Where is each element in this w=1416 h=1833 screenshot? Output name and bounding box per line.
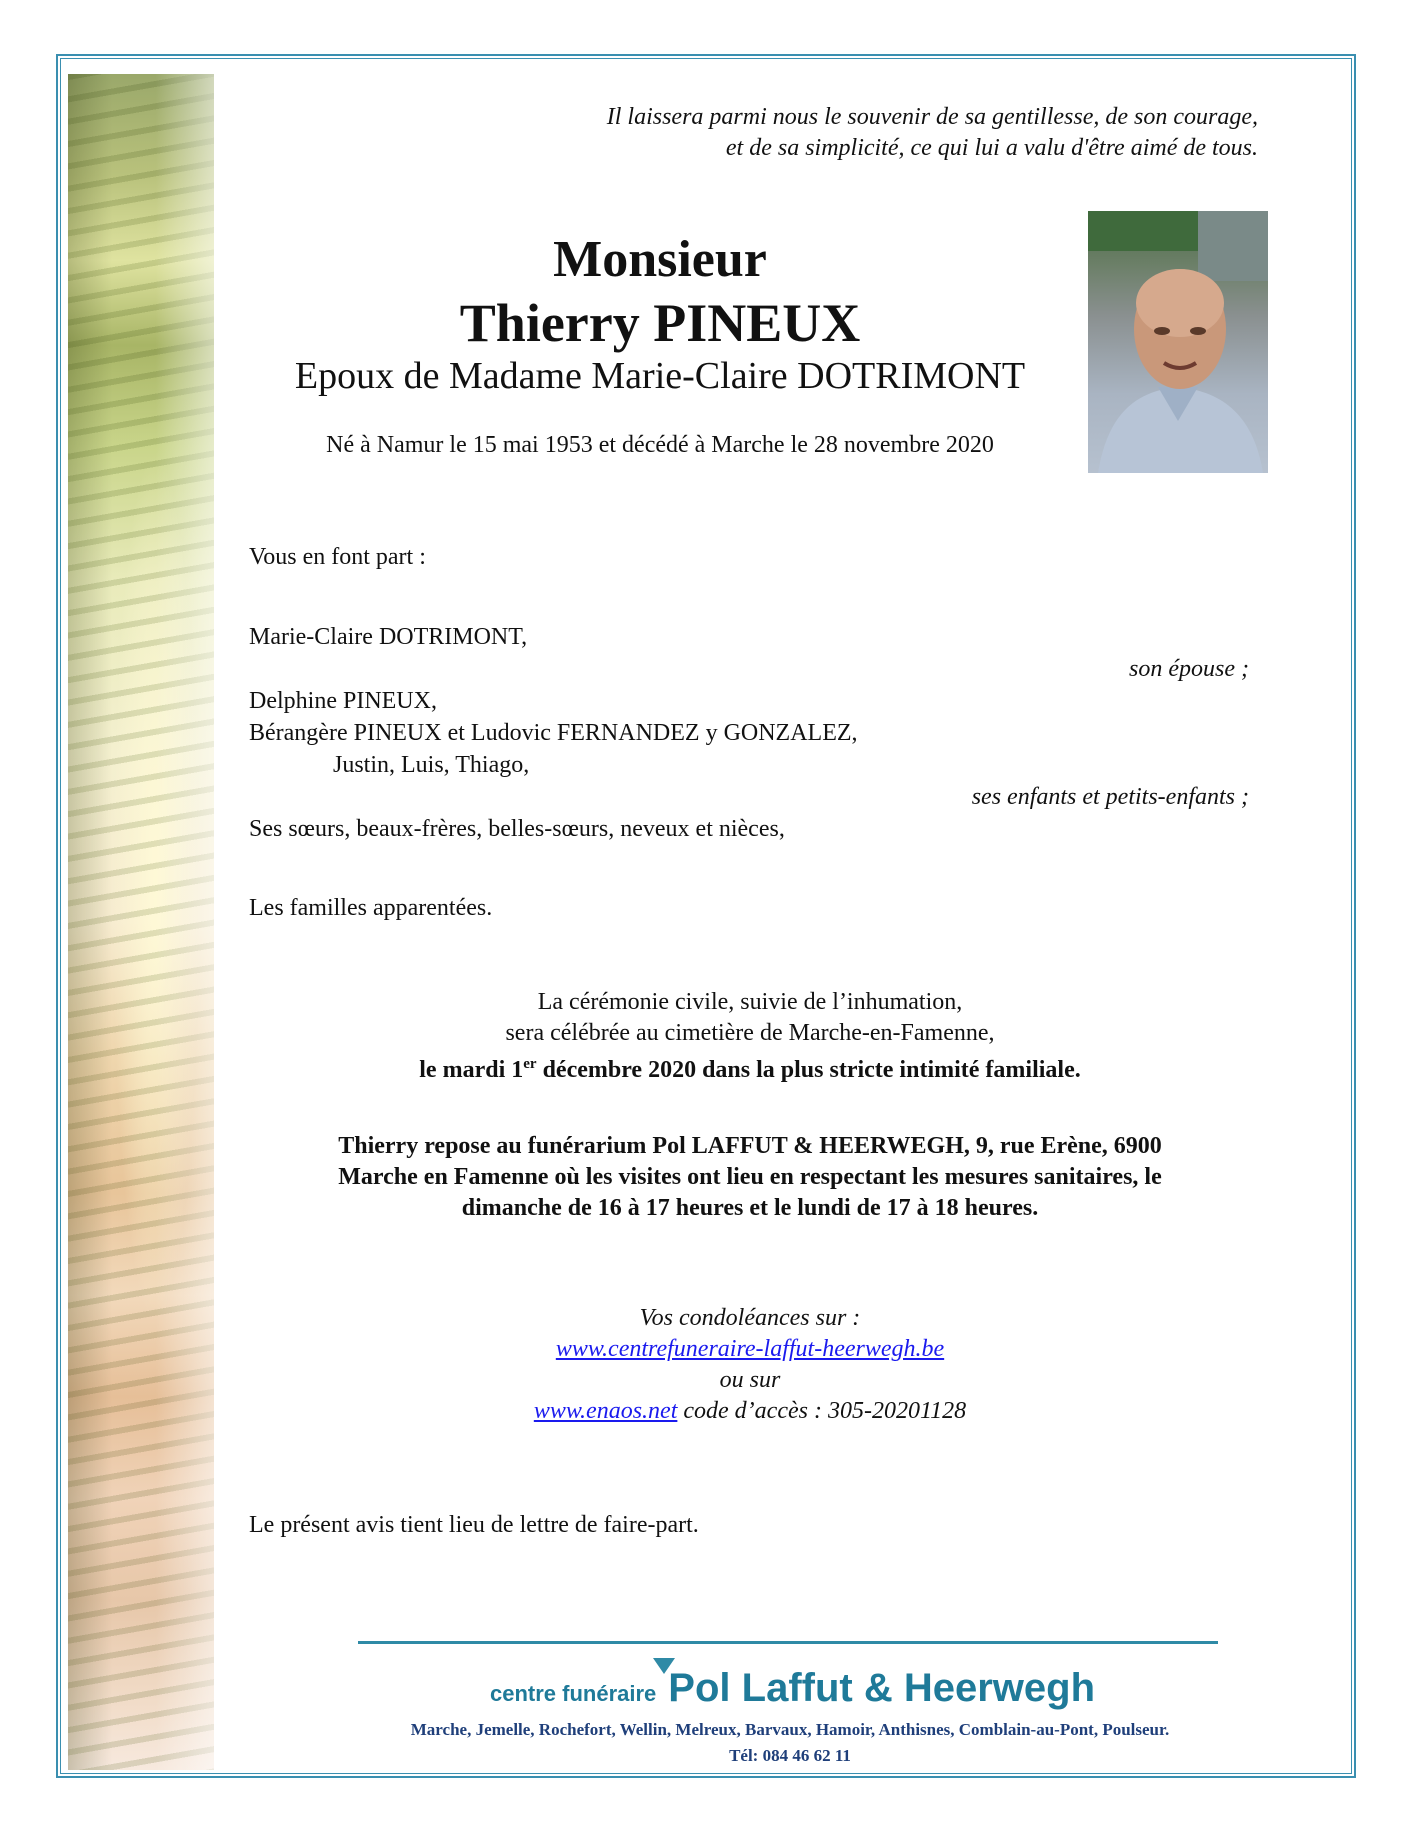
logo-towns: Marche, Jemelle, Rochefort, Wellin, Melreux, Barvaux, Hamoir, Anthisnes, Comblain-au-Pont, Poulseur. [410,1720,1170,1739]
visitation-line-1: Thierry repose au funérarium Pol LAFFUT & HEERWEGH, 9, rue Erène, 6900 [338,1133,1162,1159]
ceremony-line-3 [250,1049,1250,1086]
condolences-or: ou sur [719,1367,781,1393]
grandchildren: Justin, Luis, Thiago, [333,752,530,778]
logo-phone: Tél: 084 46 62 11 [729,1746,851,1765]
logo-brand-text: Pol Laffut & Heerwegh [668,1666,1095,1710]
birth-death-dates: Né à Namur le 15 mai 1953 et décédé à Marche le 28 novembre 2020 [326,432,994,458]
child-2: Bérangère PINEUX et Ludovic FERNANDEZ y GONZALEZ, [249,720,858,746]
portrait-illustration [1088,211,1268,473]
ceremony-block [250,987,1250,1086]
condolences-link-1[interactable]: www.centrefuneraire-laffut-heerwegh.be [555,1336,945,1362]
spouse-line: Epoux de Madame Marie-Claire DOTRIMONT [294,355,1026,397]
families: Les familles apparentées. [249,895,493,921]
quote-line-2: et de sa simplicité, ce qui lui a valu d'être aimé de tous. [725,135,1258,161]
condolences-intro: Vos condoléances sur : [639,1305,861,1331]
children-role: ses enfants et petits-enfants ; [971,784,1249,810]
visitation-line-2: Marche en Famenne où les visites ont lieu en respectant les mesures sanitaires, le [338,1164,1162,1190]
quote-line-1: Il laissera parmi nous le souvenir de sa gentillesse, de son courage, [606,104,1258,130]
ceremony-line-2: sera célébrée au cimetière de Marche-en-Famenne, [505,1020,995,1046]
funeral-home-logo [490,1666,1095,1711]
condolences-code: code d’accès : 305-20201128 [677,1398,967,1424]
ceremony-date-sup: er [523,1056,537,1072]
honorific: Monsieur [553,231,767,288]
child-1: Delphine PINEUX, [249,688,437,714]
ceremony-date-pre: le mardi 1 [419,1057,524,1083]
visitation-line-3: dimanche de 16 à 17 heures et le lundi de 17 à 18 heures. [461,1195,1039,1221]
memorial-quote [300,102,1258,164]
siblings: Ses sœurs, beaux-frères, belles-sœurs, neveux et nièces, [249,816,785,842]
visitation-block [250,1131,1250,1224]
condolences-link-2[interactable]: www.enaos.net [533,1398,678,1424]
forest-side-image [68,74,214,1770]
condolences-block [250,1303,1250,1427]
ceremony-date-post: décembre 2020 dans la plus stricte intimité familiale. [536,1057,1081,1083]
announcement-intro: Vous en font part : [249,544,426,570]
deceased-name: Thierry PINEUX [459,293,861,353]
logo-rule [358,1641,1218,1644]
deceased-photo [1088,211,1268,473]
logo-small-text: centre funéraire [490,1681,657,1706]
ceremony-line-1: La cérémonie civile, suivie de l’inhumation, [537,989,963,1015]
spouse-name: Marie-Claire DOTRIMONT, [249,624,528,650]
spouse-role: son épouse ; [1129,656,1249,682]
faire-part-notice: Le présent avis tient lieu de lettre de faire-part. [249,1512,699,1538]
